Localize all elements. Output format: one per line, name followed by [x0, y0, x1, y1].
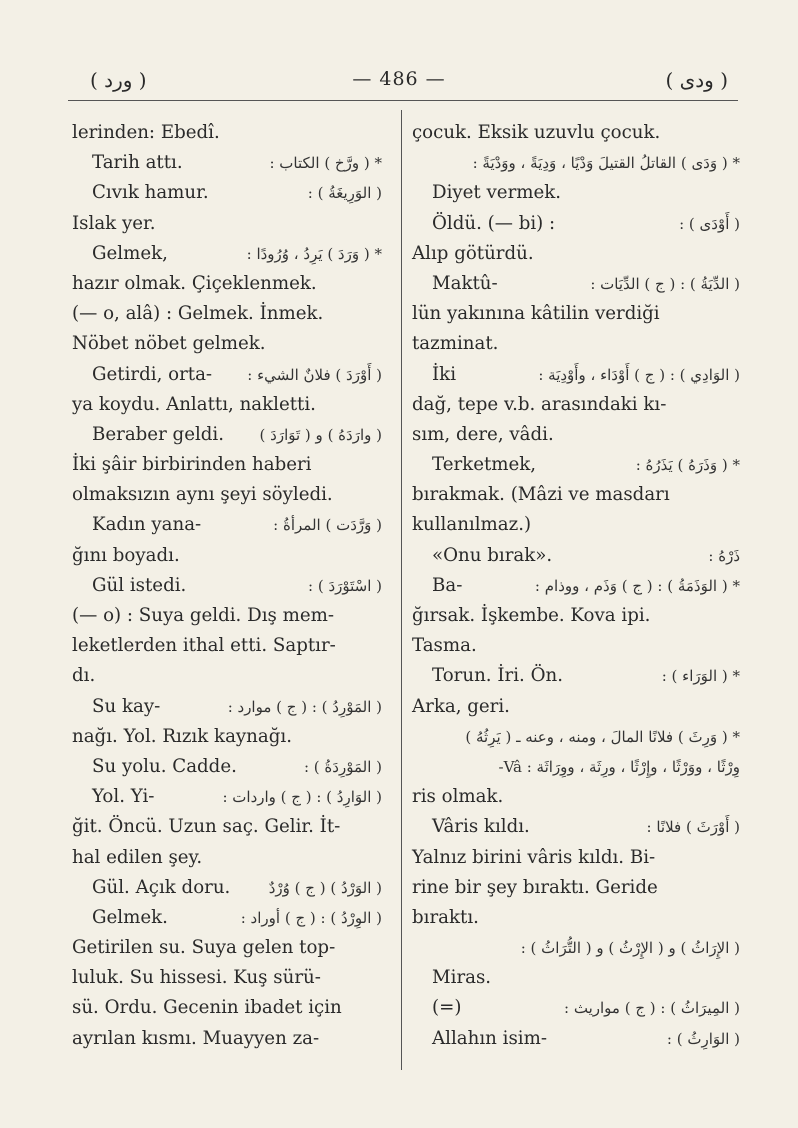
- turkish-text: ğit. Öncü. Uzun saç. Gelir. İt-: [72, 816, 341, 838]
- entry-line: [72, 571, 382, 601]
- entry-line: [72, 299, 382, 329]
- entry-line: [412, 239, 740, 269]
- entry-line: [412, 450, 740, 480]
- turkish-text: ayrılan kısmı. Muayyen za-: [72, 1027, 320, 1049]
- arabic-headword: ( الإِرَاثُ ) و ( الإِرْثُ ) و ( التُّرَاثُ ) :: [520, 939, 740, 958]
- entry-line: [72, 873, 382, 903]
- turkish-text: sü. Ordu. Gecenin ibadet için: [72, 997, 342, 1019]
- turkish-text: luluk. Su hissesi. Kuş sürü-: [72, 967, 321, 989]
- arabic-headword: ( وارَدَهُ ) و ( تَوَارَدَ ): [259, 425, 382, 444]
- arabic-headword: ( المَوْرِدَةُ ) :: [303, 757, 382, 776]
- turkish-text: kullanılmaz.): [412, 514, 532, 536]
- turkish-text: rine bir şey bıraktı. Geride: [412, 876, 658, 898]
- turkish-text: ğını boyadı.: [72, 544, 180, 566]
- turkish-text: Su kay-: [92, 695, 161, 717]
- turkish-text: ğırsak. İşkembe. Kova ipi.: [412, 605, 651, 626]
- turkish-text: Diyet vermek.: [432, 182, 562, 204]
- right-column: [412, 118, 740, 1054]
- entry-line: [412, 329, 740, 359]
- turkish-text: Tarih attı.: [92, 152, 183, 174]
- header-right-keyword: ( ودى ): [665, 68, 728, 92]
- entry-line: [412, 269, 740, 299]
- arabic-headword: ( الوِرْدُ ) : ( ج ) أوراد :: [240, 908, 382, 927]
- arabic-headword: ( اسْتَوْرَدَ ) :: [308, 576, 382, 595]
- turkish-text: (=): [432, 997, 462, 1019]
- arabic-headword: ( أَوْدَى ) :: [679, 214, 740, 233]
- entry-line: [412, 933, 740, 963]
- turkish-text: Ba-: [432, 574, 463, 596]
- entry-line: [72, 420, 382, 450]
- entry-line: [72, 148, 382, 178]
- arabic-headword: * ( وَذَرَهُ ) يَذَرُهُ :: [635, 456, 740, 475]
- turkish-text: Arka, geri.: [412, 695, 510, 717]
- entry-line: [72, 782, 382, 812]
- turkish-text: Gelmek.: [92, 906, 168, 928]
- entry-line: [72, 239, 382, 269]
- entry-line: [412, 480, 740, 510]
- entry-line: [72, 661, 382, 691]
- entry-line: [412, 631, 740, 661]
- turkish-text: Yol. Yi-: [92, 786, 155, 808]
- turkish-text: hal edilen şey.: [72, 846, 203, 868]
- entry-line: [412, 843, 740, 873]
- arabic-headword: ( الوَادِي ) : ( ج ) أَوْدَاء ، وأَوْدِيَة :: [538, 365, 740, 384]
- arabic-headword: ( أَوْرَدَ ) فلانٌ الشيء :: [247, 365, 382, 384]
- entry-line: [412, 601, 740, 631]
- entry-line: [72, 993, 382, 1023]
- turkish-text: çocuk. Eksik uzuvlu çocuk.: [412, 122, 661, 143]
- turkish-text: lerinden: Ebedî.: [72, 122, 220, 143]
- arabic-headword: ( أَوْرَثَ ) فلانًا :: [646, 818, 740, 837]
- entry-line: [412, 873, 740, 903]
- turkish-text: lün yakınına kâtilin verdiği: [412, 303, 660, 325]
- turkish-text: nağı. Yol. Rızık kaynağı.: [72, 725, 292, 747]
- turkish-text: Yalnız birini vâris kıldı. Bi-: [412, 846, 656, 868]
- turkish-text: Su yolu. Cadde.: [92, 755, 237, 777]
- turkish-text: Tasma.: [412, 635, 477, 657]
- turkish-text: Beraber geldi.: [92, 423, 225, 445]
- turkish-text: dı.: [72, 665, 96, 687]
- arabic-headword: وِرْثًا ، ووَرْثًا ، وإِرْثًا ، ورِثَة ، ووِرَاثَة : Vâ-: [498, 757, 740, 776]
- turkish-text: Getirilen su. Suya gelen top-: [72, 937, 336, 959]
- entry-line: [412, 118, 740, 148]
- arabic-headword: ( المِيرَاثُ ) : ( ج ) مواريث :: [564, 999, 740, 1018]
- turkish-text: sım, dere, vâdi.: [412, 423, 554, 445]
- entry-line: [412, 571, 740, 601]
- column-divider: [401, 110, 402, 1070]
- arabic-headword: * ( وَدَى ) القاتلُ القتيلَ وَدْيًا ، وَدِيَةً ، ووَدْيَةً :: [472, 154, 740, 173]
- arabic-headword: ( وَرَّدَت ) المرأةُ :: [273, 516, 382, 535]
- entry-line: [412, 510, 740, 540]
- entry-line: [412, 148, 740, 178]
- arabic-headword: ذَرْهُ :: [708, 546, 740, 565]
- entry-line: [72, 692, 382, 722]
- turkish-text: (— o) : Suya geldi. Dış mem-: [72, 605, 335, 626]
- turkish-text: Gelmek,: [92, 242, 168, 264]
- entry-line: [412, 541, 740, 571]
- entry-line: [412, 178, 740, 208]
- header-left-keyword: ( ورد ): [90, 68, 147, 92]
- page-header: [60, 62, 738, 96]
- entry-line: [72, 963, 382, 993]
- arabic-headword: * ( ورَّخ ) الكتاب :: [269, 154, 382, 173]
- turkish-text: olmaksızın aynı şeyi söyledi.: [72, 484, 333, 506]
- entry-line: [412, 661, 740, 691]
- arabic-headword: ( الوَارِدُ ) : ( ج ) واردات :: [222, 788, 382, 807]
- turkish-text: ris olmak.: [412, 786, 504, 808]
- arabic-headword: * ( الوَذَمَةُ ) : ( ج ) وَذَم ، ووذام :: [534, 576, 740, 595]
- turkish-text: Miras.: [432, 967, 492, 989]
- entry-line: [72, 390, 382, 420]
- entry-line: [72, 752, 382, 782]
- turkish-text: ya koydu. Anlattı, nakletti.: [72, 393, 316, 415]
- turkish-text: Gül istedi.: [92, 574, 187, 596]
- entry-line: [72, 209, 382, 239]
- entry-line: [72, 480, 382, 510]
- turkish-text: İki şâir birbirinden haberi: [72, 454, 312, 476]
- turkish-text: Öldü. (— bi) :: [432, 212, 556, 234]
- arabic-headword: ( الوَرِيغَةُ ) :: [307, 184, 382, 203]
- entry-line: [72, 601, 382, 631]
- entry-line: [412, 1024, 740, 1054]
- entry-line: [72, 812, 382, 842]
- entry-line: [72, 118, 382, 148]
- turkish-text: Alıp götürdü.: [412, 242, 534, 264]
- turkish-text: bırakmak. (Mâzi ve masdarı: [412, 484, 670, 506]
- arabic-headword: ( الوَارِثُ ) :: [666, 1029, 740, 1048]
- turkish-text: Maktû-: [432, 272, 498, 294]
- entry-line: [72, 178, 382, 208]
- entry-line: [412, 722, 740, 752]
- turkish-text: İki: [432, 363, 457, 385]
- entry-line: [412, 963, 740, 993]
- turkish-text: leketlerden ithal etti. Saptır-: [72, 635, 336, 657]
- turkish-text: «Onu bırak».: [432, 544, 553, 566]
- turkish-text: Allahın isim-: [432, 1027, 547, 1049]
- turkish-text: Terketmek,: [432, 454, 537, 476]
- entry-line: [72, 510, 382, 540]
- entry-line: [412, 299, 740, 329]
- turkish-text: Islak yer.: [72, 212, 156, 234]
- turkish-text: (— o, alâ) : Gelmek. İnmek.: [72, 303, 324, 325]
- entry-line: [72, 843, 382, 873]
- entry-line: [412, 390, 740, 420]
- entry-line: [72, 631, 382, 661]
- turkish-text: Gül. Açık doru.: [92, 876, 231, 898]
- entry-line: [412, 812, 740, 842]
- entry-line: [72, 329, 382, 359]
- turkish-text: Kadın yana-: [92, 514, 202, 536]
- turkish-text: dağ, tepe v.b. arasındaki kı-: [412, 393, 667, 415]
- turkish-text: Vâris kıldı.: [432, 816, 530, 838]
- entry-line: [72, 722, 382, 752]
- turkish-text: Torun. İri. Ön.: [432, 665, 564, 687]
- entry-line: [72, 269, 382, 299]
- arabic-headword: * ( وَرَدَ ) يَرِدُ ، وُرُودًا :: [246, 244, 382, 263]
- entry-line: [412, 993, 740, 1023]
- arabic-headword: ( الوَرْدُ ) ( ج ) وُرْدٌ: [268, 878, 382, 897]
- left-column: [72, 118, 382, 1054]
- entry-line: [72, 541, 382, 571]
- entry-line: [72, 450, 382, 480]
- entry-line: [72, 933, 382, 963]
- entry-line: [412, 209, 740, 239]
- entry-line: [412, 752, 740, 782]
- turkish-text: hazır olmak. Çiçeklenmek.: [72, 272, 317, 294]
- entry-line: [72, 903, 382, 933]
- page-number: — 486 —: [352, 68, 446, 90]
- entry-line: [412, 692, 740, 722]
- turkish-text: Nöbet nöbet gelmek.: [72, 333, 266, 355]
- turkish-text: Cıvık hamur.: [92, 182, 209, 204]
- arabic-headword: * ( وَرِثَ ) فلانًا المالَ ، ومنه ، وعنه ـ ( يَرِثُهُ ): [465, 727, 740, 746]
- entry-line: [412, 782, 740, 812]
- entry-line: [412, 420, 740, 450]
- arabic-headword: ( الدِّيَةُ ) : ( ج ) الدِّيَات :: [590, 274, 740, 293]
- arabic-headword: ( المَوْرِدُ ) : ( ج ) موارد :: [227, 697, 382, 716]
- turkish-text: tazminat.: [412, 333, 499, 355]
- arabic-headword: * ( الوَرَاء ) :: [661, 667, 740, 686]
- turkish-text: Getirdi, orta-: [92, 363, 213, 385]
- header-rule: [68, 100, 738, 101]
- turkish-text: bıraktı.: [412, 906, 479, 928]
- entry-line: [72, 360, 382, 390]
- entry-line: [412, 903, 740, 933]
- entry-line: [412, 360, 740, 390]
- entry-line: [72, 1024, 382, 1054]
